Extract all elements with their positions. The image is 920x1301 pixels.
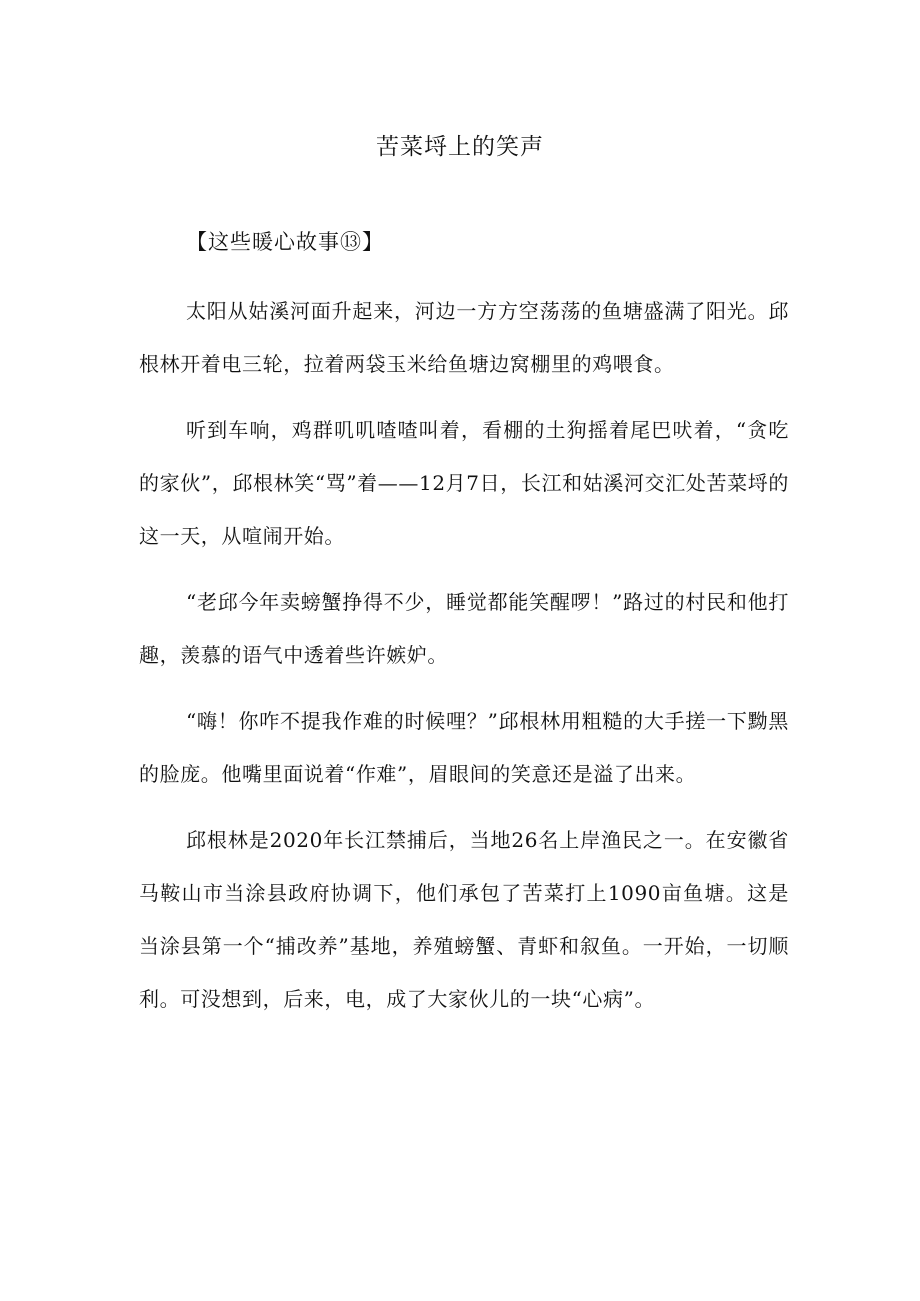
article-body: [139, 285, 789, 1039]
section-tag: 【这些暖心故事⑬】: [186, 230, 384, 254]
paragraph: “嗨！你咋不提我作难的时候哩？”邱根林用粗糙的大手搓一下黝黑的脸庞。他嘴里面说着“作难”，眉眼间的笑意还是溢了出来。: [139, 709, 789, 786]
paragraph: 听到车响，鸡群叽叽喳喳叫着，看棚的土狗摇着尾巴吠着，“贪吃的家伙”，邱根林笑“骂”着——12月7日，长江和姑溪河交汇处苦菜埒的这一天，从喧闹开始。: [139, 418, 789, 548]
paragraph: 邱根林是2020年长江禁捕后，当地26名上岸渔民之一。在安徽省马鞍山市当涂县政府协调下，他们承包了苦菜打上1090亩鱼塘。这是当涂县第一个“捕改养”基地，养殖螃蟹、青虾和叙鱼。一开始，一切顺利。可没想到，后来，电，成了大家伙儿的一块“心病”。: [139, 828, 789, 1011]
paragraph: 太阳从姑溪河面升起来，河边一方方空荡荡的鱼塘盛满了阳光。邱根林开着电三轮，拉着两袋玉米给鱼塘边窝棚里的鸡喂食。: [139, 299, 789, 376]
document-title: 苦菜埒上的笑声: [376, 134, 544, 160]
paragraph: “老邱今年卖螃蟹挣得不少，睡觉都能笑醒啰！”路过的村民和他打趣，羡慕的语气中透着些许嫉妒。: [139, 590, 789, 667]
